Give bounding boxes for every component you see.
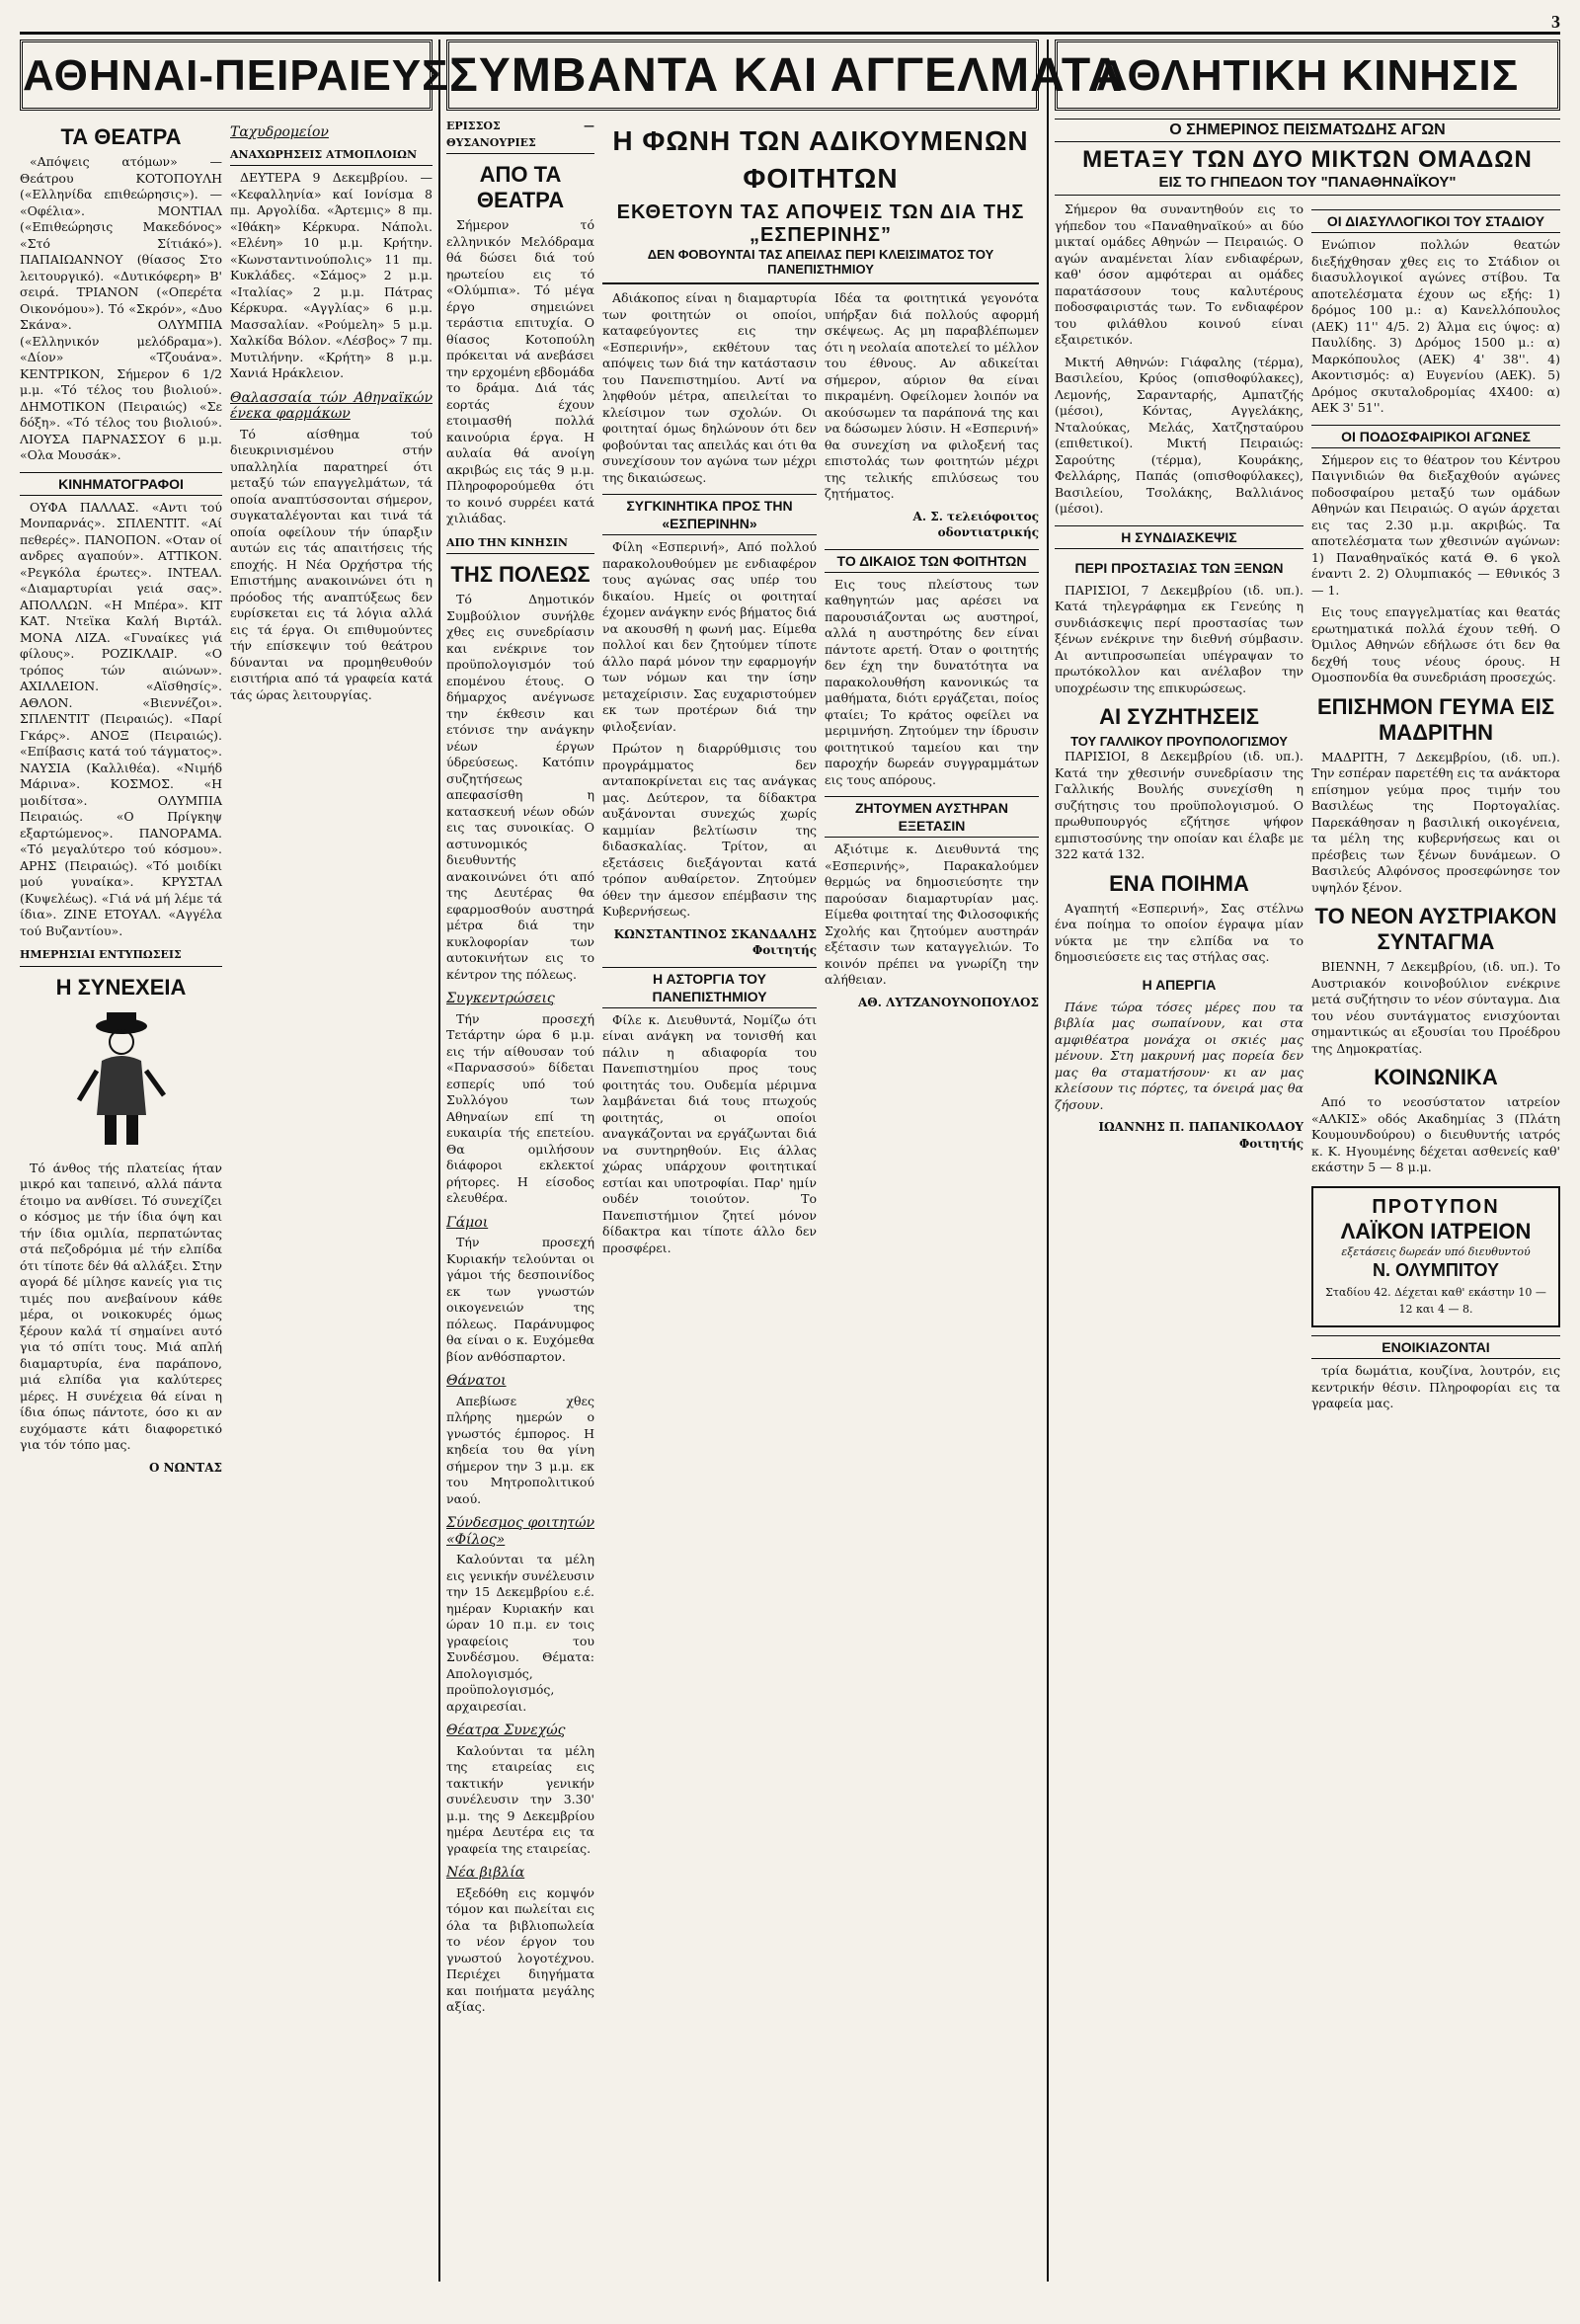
social-heading: ΚΟΙΝΩΝΙΚΑ [1374,1065,1498,1089]
mid-signature: Α. Σ. τελειόφοιτος οδοντιατρικής [912,509,1039,539]
ad-subtitle: εξετάσεις δωρεάν υπό διευθυντού [1341,1244,1531,1258]
feuilleton-signature: Ο ΝΩΝΤΑΣ [149,1460,222,1475]
feuilleton-kicker: ΗΜΕΡΗΣΙΑΙ ΕΝΤΥΠΩΣΕΙΣ [20,945,222,967]
exam-signature: ΑΘ. ΛΥΤΖΑΝΟΥΝΟΠΟΥΛΟΣ [857,995,1039,1009]
constitution-text: ΒΙΕΝΝΗ, 7 Δεκεμβρίου, (ιδ. υπ.). Το Αυστριακόν κοινοβούλιον ενέκρινε μετά συζήτησιν το νέον σύνταγμα. Δια του νέου συντάγματος ενισχύονται σημαντικώς αι εξουσίαι του Προέδρου της Δημοκρατίας. [1311,959,1560,1056]
page-number: 3 [1551,12,1560,32]
official-heading: ΕΠΙΣΗΜΟΝ ΓΕΥΜΑ ΕΙΣ ΜΑΔΡΙΤΗΝ [1316,693,1555,745]
teams-text: Μικτή Αθηνών: Γιάφαλης (τέρμα), Βασιλείου, Κρύος (οπισθοφύλακες), Λεμονής, Σαρανταρής, Αμπατζής (μέσοι), Κόντας, Αγγελάκης, Νταλούκας, Μελάς, Χατζησταύρου (επιθετικοί). Μικτή Πειραιώς: Σαρούτης (τέρμα), Κουράκης, Φελλάρης, Παπάς (οπισθοφύλακες), Βασιλείου, Τσολάκης, Βαλλιάνος (μέσοι). [1055,354,1304,516]
section-athens [20,40,449,2282]
theatre-news-text: Σήμερον τό ελληνικόν Μελόδραμα θά δώσει διά τού ηρωτείου εις τό «Ολύμπια». Τό μέγα έργο σημειώνει τεράστια επιτυχία. Ο θίασος Κοτοπούλη πρόκειται νά ανεβάσει την ερχομένη εβδομάδα το δράμα. Διά τάς εορτάς έχουν ετοιμασθή πολλά καινούρια έργα. Η αυλαία θά ανοίγη ακριβώς εις τάς 9 μ.μ. Πληροφορούμεθα ότι το κοινό συρρέει κατά χιλιάδας. [446,217,594,525]
column-divider [438,40,440,2282]
poem-heading: ΕΝΑ ΠΟΙΗΜΑ [1109,870,1249,896]
rights-text: Εις τους πλείστους των καθηγητών μας αρέσει να παρουσιάζονται ως αυστηροί, αλλά η αυστηρότης δεν είναι πάντοτε αρετή. Όταν ο φοιτητής δεν έχη την δυνατότητα να παρακολουθήση κανονικώς τα μαθήματα, διότι εργάζεται, ποίος φταίει; Το κράτος οφείλει να μεριμνήση. Ζητούμεν την ίδρυσιν φοιτητικού ταμείου και την παροχήν δωρεάν συγγραμμάτων εις τους απόρους. [825,576,1039,787]
city-kicker: ΑΠΟ ΤΗΝ ΚΙΝΗΣΙΝ [446,533,594,555]
cinema-heading: ΚΙΝΗΜΑΤΟΓΡΑΦΟΙ [20,472,222,496]
rights-heading: ΤΟ ΔΙΚΑΙΟΣ ΤΩΝ ΦΟΙΤΗΤΩΝ [825,549,1039,573]
rent-heading: ΕΝΟΙΚΙΑΖΟΝΤΑΙ [1311,1335,1560,1359]
section-title: ΣΥΜΒΑΝΤΑ ΚΑΙ ΑΓΓΕΛΜΑΤΑ [446,40,1039,111]
exam-text: Αξιότιμε κ. Διευθυντά της «Εσπερινής», Παρακαλούμεν θερμώς να δημοσιεύσητε την παρούσαν διαμαρτυρίαν μας. Είμεθα φοιτηταί της Φιλοσοφικής Σχολής και ζητούμεν αυστηράν εξέτασιν των καταγγελιών. Το κοινόν πρέπει να γνωρίζη την αλήθειαν. [825,841,1039,987]
cinema-text: ΟΥΦΑ ΠΑΛΛΑΣ. «Αντι τού Μονπαρνάς». ΣΠΛΕΝΤΙΤ. «Αί πεθερές». ΠΑΝΟΠΟΝ. «Οταν οί ανδρες αγαπούν». ΑΤΤΙΚΟΝ. «Ρεγκόλα έρωτες». ΙΝΤΕΑΛ. «Διαμαρτυρίαι γειά σας». ΑΠΟΛΛΩΝ. «Η Μπέρα». ΚΙΤ ΚΑΤ. Ντεϊκα Καλή Βιρτάλ. ΜΟΝΑ ΛΙΖΑ. «Γυναίκες γιά φίλους». ΡΟΖΙΚΛΑΙΡ. «Ο τρόπος τών αιώνων». ΑΧΙΛΛΕΙΟΝ. «Αϊσθησίς». ΑΘΛΟΝ. «Βιεννέζοι». ΣΠΛΕΝΤΙΤ (Πειραιώς). «Παρί Γκάρς». ΑΝΟΞ (Πειραιώς). «Επίβασις κατά τού τάγματος». ΝΑΥΣΙΑ (Καλλιθέα). «Νιμήδ Μάρινα». ΚΟΣΜΟΣ. «Η μοιδίτσα». ΟΛΥΜΠΙΑ Πειραιώς. «Ο Πρίγκηψ εξαρτώμενος». ΠΑΝΟΡΑΜΑ. «Τό μεγαλύτερο τού κόσμου». ΑΡΗΣ (Πειραιώς). «Τό μοιδίκι μού γυναίκα». ΚΡΥΣΤΑΛ (Κυψελέως). «Γιά νά μή λέμε τά ίδια». ΖΙΝΕ ΕΤΟΥΑΛ. «Αγγέλα τού Βυζαντίου». [20,499,222,938]
meetings-text: Τήν προσεχή Τετάρτην ώρα 6 μ.μ. εις τήν αίθουσαν τού «Παρνασσού» δίδεται εσπερίς υπό τού Συλλόγου των Αθηναίων επί τη ευκαιρία τής επετείου. Θα ομιλήσουν διάφοροι εκλεκτοί ρήτορες. Η είσοδος ελευθέρα. [446,1010,594,1205]
theatre-news-kicker: ΕΡΙΣΣΟΣ — ΘΥΣΑΝΟΥΡΙΕΣ [446,117,594,154]
sports-col-1 [1055,201,1304,1418]
labor-heading: ΠΕΡΙ ΠΡΟΣΤΑΣΙΑΣ ΤΩΝ ΞΕΝΩΝ [1074,559,1284,576]
poem-intro: Αγαπητή «Εσπερινή», Σας στέλνω ένα ποίημα το οποίον έγραψα μίαν νύκτα με την ελπίδα να το δημοσιεύσετε εις τας στήλας σας. [1055,900,1304,964]
football-text: Σήμερον εις το θέατρον του Κέντρου Παιγνιδιών θα διεξαχθούν αγώνες ποδοσφαίρου μεταξύ των ομάδων Αθηνών και Πειραιώς. Ο αγών άρχεται εις τας 2.30 μ.μ. ακριβώς. Τα αποτελέσματα των χθεσινών αγώνων: 1) Παναθηναϊκός κατά Θ. 6 γκολ έναντι 2. 2) Ολυμπιακός — Εθνικός 3 — 1. [1311,451,1560,598]
section-sports [1055,40,1560,2282]
poem-signature: ΙΩΑΝΝΗΣ Π. ΠΑΠΑΝΙΚΟΛΑΟΥ Φοιτητής [1098,1120,1304,1151]
athens-col-2 [230,117,433,1483]
match-heading: Ο ΣΗΜΕΡΙΝΟΣ ΠΕΙΣΜΑΤΩΔΗΣ ΑΓΩΝ [1055,119,1560,142]
meetings-heading: Συγκεντρώσεις [446,991,555,1006]
story-intro: Αδιάκοπος είναι η διαμαρτυρία των φοιτητών οι οποίοι, καταφεύγοντες εις την «Εσπερινήν», εκθέτουν τας απόψεις των διά την κατάστασιν του Πανεπιστημίου. Αντί να ληφθούν μέτρα, απειλείται το κλείσιμον των σχολών. Οι φοιτηταί όμως δηλώνουν ότι δεν φοβούνται τας απειλάς και ότι θα συνεχίσουν τον αγώνα των μέχρι της δικαιώσεως. [602,290,817,485]
section-events [446,40,1124,2282]
letters-text: Φίλη «Εσπερινή», Από πολλού παρακολουθούμεν με ενδιαφέρον τους αγώνας σας υπέρ του δικαίου. Ημείς οι φοιτηταί έχομεν ανάγκην ενός βήματος διά να ακουσθή η φωνή μας. Είμεθα πολλοί και δεν ζητούμεν τίποτε άλλο παρά μόνον την εφαρμογήν των νόμων και την ίσην μεταχείρισιν. Σας ευχαριστούμεν εκ των προτέρων διά την φιλοξενίαν. [602,539,817,734]
social-text: Από το νεοσύστατον ιατρείον «ΑΛΚΙΣ» οδός Ακαδημίας 3 (Πλάτη Κουμουνδούρου) ο διευθυντής ιατρός κ. Κ. Ηγουμένης δέχεται ασθενείς καθ' εκάστην 5 — 8 μ.μ. [1311,1094,1560,1174]
letters-text-2: Πρώτον η διαρρύθμισις του προγράμματος δεν ανταποκρίνεται εις τας ανάγκας μας. Δεύτερον, τα δίδακτρα αυξάνονται συνεχώς χωρίς καμμίαν βελτίωσιν της διδασκαλίας. Τρίτον, αι εξετάσεις διεξάγονται κατά τρόπον αυθαίρετον. Ζητούμεν όθεν την άμεσον επέμβασιν της Κυβερνήσεως. [602,741,817,919]
rent-text: τρία δωμάτια, κουζίνα, λουτρόν, εις κεντρικήν θέσιν. Πληροφορίαι εις τα γραφεία μας. [1311,1363,1560,1410]
theater-heading: Θέατρα Συνεχώς [446,1723,566,1738]
newspaper-page [20,12,1560,2289]
ad-name: Ν. ΟΛΥΜΠΙΤΟΥ [1372,1260,1500,1280]
post-heading: Ταχυδρομείον [230,124,329,140]
cartoon-figure-illustration [67,1006,176,1155]
poem-body: Πάνε τώρα τόσες μέρες που τα βιβλία μας σωπαίνουν, και στα αμφιθέατρα μονάχα οι σκιές μας μένουν. Στη μακρυνή μας πορεία δεν μας θα σταματήσουν· κι αν μας κλείσουν τις πόρτες, τα όνειρά μας θα ζήσουν. [1055,999,1304,1112]
city-heading: ΤΗΣ ΠΟΛΕΩΣ [450,562,591,587]
stadium-text: Ενώπιον πολλών θεατών διεξήχθησαν χθες εις το Στάδιον οι διασυλλογικοί αγώνες στίβου. Τα αποτελέσματα έχουν ως εξής: 1) δρόμος 100 μ.: α) Κανελλόπουλος (ΑΕΚ) 11'' 4/5. 2) Άλμα εις ύψος: α) Παυλίδης. 3) Δρόμος 1500 μ.: α) Μαρκόπουλος (ΑΕΚ) 4' 38''. 4) Ακοντισμός: α) Ευγενίου (ΑΕΚ). 5) Δρόμος σκυταλοδρομίας 4Χ400: α) ΑΕΚ 3' 51''. [1311,237,1560,415]
labor-text: ΠΑΡΙΣΙΟΙ, 7 Δεκεμβρίου (ιδ. υπ.). Κατά τηλεγράφημα εκ Γενεύης η συνδιάσκεψις περί προστασίας των ξένων ενέκρινε την διεθνή σύμβασιν. Αι αντιπροσωπείαι υπέγραψαν το πρωτόκολλον και ανέλαβον την υποχρέωσιν της επικυρώσεως. [1055,582,1304,695]
match-text: Σήμερον θα συναντηθούν εις το γήπεδον του «Παναθηναϊκού» αι δύο μικταί ομάδες Αθηνών — Πειραιώς. Ο αγών αναμένεται λίαν ενδιαφέρων, καθ' όσον αμφότεραι αι ομάδες παρατάσσουν τους καλυτέρους ποδοσφαιριστάς των. Το ενδιαφέρον του φιλάθλου κοινού είναι εξαιρετικόν. [1055,201,1304,347]
books-text: Εξεδόθη εις κομψόν τόμον και πωλείται εις όλα τα βιβλιοπωλεία το νέον έργον του γνωστού λογοτέχνου. Περιέχει διηγήματα και ποιήματα μεγάλης αξίας. [446,1884,594,2014]
sea-text: Τό αίσθημα τού διευκρινισμένου στήν υπαλληλία παρατηρεί ότι μεταξύ τών επαγγελμάτων, τά οποία αναπτύσσονται σήμερον, συγκαταλέγονται και τινά τά οποία οφείλουν τήν ύπαρξιν αυτών εις τάς απαιτήσεις τής εποχής. Η Νέα Ορχήστρα τής Επιστήμης ανακοινώνει ότι η πρόοδος τής αναπτύξεως δεν ευρίσκεται εις τά λόγια αλλά εις τά έργα. Οι επιθυμούντες τήν επίσκεψιν τού θεάτρου δύνανται να προμηθευθούν εισιτήρια από τά γραφεία κατά τάς ώρας λειτουργίας. [230,426,433,702]
ad-kicker: ΠΡΟΤΥΠΟΝ [1372,1195,1500,1218]
lect-heading: Η ΑΣΤΟΡΓΙΑ ΤΟΥ ΠΑΝΕΠΙΣΤΗΜΙΟΥ [602,967,817,1008]
ad-title: ΛΑΪΚΟΝ ΙΑΤΡΕΙΟΝ [1340,1218,1532,1243]
school-text: Καλούνται τα μέλη εις γενικήν συνέλευσιν την 15 Δεκεμβρίου ε.έ. ημέραν Κυριακήν και ώραν 10 π.μ. εν τοις γραφείοις του Συνδέσμου. Θέματα: Απολογισμός, προϋπολογισμός, αρχαιρεσίαι. [446,1552,594,1714]
letters-signature: ΚΩΝΣΤΑΝΤΙΝΟΣ ΣΚΑΝΔΑΛΗΣ Φοιτητής [613,926,817,957]
main-headline: Η ΦΩΝΗ ΤΩΝ ΑΔΙΚΟΥΜΕΝΩΝ ΦΟΙΤΗΤΩΝ [612,125,1029,194]
main-deck-2: ΔΕΝ ΦΟΒΟΥΝΤΑΙ ΤΑΣ ΑΠΕΙΛΑΣ ΠΕΡΙ ΚΛΕΙΣΙΜΑΤΟΣ ΤΟΥ ΠΑΝΕΠΙΣΤΗΜΙΟΥ [647,247,994,277]
talks-deck: ΤΟΥ ΓΑΛΛΙΚΟΥ ΠΡΟΥΠΟΛΟΓΙΣΜΟΥ [1070,734,1288,749]
departures-text: ΔΕΥΤΕΡΑ 9 Δεκεμβρίου. — «Κεφαλληνία» καί Ιονίσμα 8 πμ. Αργολίδα. «Άρτεμις» 8 πμ. «Ιθάκη» Κέρκυρα. Νάπολι. «Ελένη» 10 μ.μ. Κρήτην. «Κωνσταντινούπολις» 11 πμ. Κυκλάδες. «Σάμος» 2 μ.μ. «Ιταλίας» 2 μ.μ. Πάτρας Κέρκυρα. «Αγγλίας» 6 μ.μ. Μασσαλίαν. «Ρούμελη» 5 μ.μ. Χαλκίδα Βόλον. «Λέσβος» 7 πμ. Μυτιλήνην. «Κρήτη» 8 μ.μ. Χανιά Ηράκλειον. [230,170,433,380]
mid-text: Ιδέα τα φοιτητικά γεγονότα υπήρξαν διά πολλούς αφορμή σκέψεως. Ας μη παραβλέπωμεν ότι η νεολαία αποτελεί το μέλλον του έθνους. Αν αδικείται σήμερον, αύριον θα είναι πικραμένη. Οφείλομεν λοιπόν να ακούσωμεν τα παράπονά της και να δώσωμεν λύσιν. Η «Εσπερινή» θα συνεχίση να φιλοξενή τας επιστολάς των φοιτητών μέχρι της τελικής επιλύσεως του ζητήματος. [825,290,1039,501]
story-rule [602,282,1039,284]
stadium-heading: ΟΙ ΔΙΑΣΥΛΛΟΓΙΚΟΙ ΤΟΥ ΣΤΑΔΙΟΥ [1311,209,1560,233]
column-divider [1047,40,1049,2282]
theatres-text: «Απόψεις ατόμων» — Θεάτρου ΚΟΤΟΠΟΥΛΗ («Ελληνίδα επιθεώρησις»). — «Οφέλια». ΜΟΝΤΙΑΛ («Επιθεώρησις Μακεδόνος» «Στό Σίτιάκό»). ΠΑΠΑΙΩΑΝΝΟΥ (θίασος Στο λειτουργικό). «Δυτικόφερη» Β' σειρά. ΤΡΙΑΝΟΝ («Οπερέτα Οικονόμου»). Τό «Σκρόν», «Δυο Σκάνα». ΟΛΥΜΠΙΑ («Ελληνικόν μελόδραμα»). «Δίον» «Τζουάνα». ΚΕΝΤΡΙΚΟΝ, Σήμερον 6 1/2 μ.μ. «Τό τέλος του βιολιού». ΔΗΜΟΤΙΚΟΝ (Πειραιώς) «Σε δόξη». «Τό τέλος του βιολιού». ΛΙΟΥΣΑ ΠΑΡΝΑΣΣΟΥ 6 μ.μ. «Ολα Μουσάκ». [20,154,222,462]
school-heading: Σύνδεσμος φοιτητών «Φίλος» [446,1515,594,1548]
feuilleton-text: Τό άνθος τής πλατείας ήταν μικρό και ταπεινό, αλλά πάντα έτοιμο να ανθίσει. Τό συνεχίζει ο κόσμος με τήν ίδια όψη και τήν ίδια ομιλία, περπατώντας στά πεζοδρόμια μέ τήν ελπίδα ότι τίποτε δέν θά αλλάξει. Στην αγορά δέ μίλησε κανείς για τις τιμές που ανεβαίνουν κάθε μέρα, οι νοικοκυρές όμως ξέρουν καλά τί σημαίνει αυτό για τό σπίτι τους. Μιά απλή διαμαρτυρία, ένα παράπονο, μιά ελπίδα για καλύτερες μέρες. Η συνέχεια θά είναι η ίδια όπως πάντοτε, όσο κι αν ευχόμαστε κάτι διαφορετικό για τόν τόπο μας. [20,1160,222,1452]
football-text-2: Εις τους επαγγελματίας και θεατάς ερωτηματικά πολλά έχουν τεθή. Ο Όμιλος Αθηνών εδήλωσε ότι δεν θα δεχθή τους νέους όρους. Η Ομοσπονδία θα συνεδριάση προσεχώς. [1311,604,1560,684]
ad-text: Σταδίου 42. Δέχεται καθ' εκάστην 10 — 12 και 4 — 8. [1325,1286,1546,1316]
departures-kicker: ΑΝΑΧΩΡΗΣΕΙΣ ΑΤΜΟΠΛΟΙΩΝ [230,145,433,167]
match-deck: ΜΕΤΑΞΥ ΤΩΝ ΔΥΟ ΜΙΚΤΩΝ ΟΜΑΔΩΝ [1082,146,1533,173]
lect-text: Φίλε κ. Διευθυντά, Νομίζω ότι είναι ανάγκη να τονισθή και πάλιν η αδιαφορία του Πανεπιστημίου προς τους φοιτητάς του. Ουδεμία μέριμνα λαμβάνεται διά τους πτωχούς φοιτητάς, οι οποίοι αναγκάζονται να εργάζωνται διά να συντηρηθούν. Εις άλλας χώρας υπάρχουν φοιτητικαί εστίαι και υποτροφίαι. Παρ' ημίν ουδέν τοιούτον. Το Πανεπιστήμιον ζητεί μόνον δίδακτρα και τίποτε άλλο δεν προσφέρει. [602,1011,817,1255]
events-col-1 [446,117,594,2022]
poem-title: Η ΑΠΕΡΓΙΑ [1142,976,1217,993]
official-text: ΜΑΔΡΙΤΗ, 7 Δεκεμβρίου, (ιδ. υπ.). Την εσπέραν παρετέθη εις τα ανάκτορα επίσημον γεύμα προς τιμήν του Βασιλέως της Πορτογαλίας. Παρεκάθησαν η βασιλική οικογένεια, τα μέλη της κυβερνήσεως και οι πρέσβεις των ξένων δυνάμεων. Ο Βασιλεύς Αλφόνσος προσεφώνησε τον υψηλόν ξένον. [1311,749,1560,895]
section-title: ΑΘΛΗΤΙΚΗ ΚΙΝΗΣΙΣ [1055,40,1560,111]
exam-heading: ΖΗΤΟΥΜΕΝ ΑΥΣΤΗΡΑΝ ΕΞΕΤΑΣΙΝ [825,796,1039,838]
events-main-story [602,117,1039,2022]
deaths-text: Απεβίωσε χθες πλήρης ημερών ο γνωστός έμπορος. Η κηδεία του θα γίνη σήμερον την 3 μ.μ. εκ του Μητροπολιτικού ναού. [446,1393,594,1506]
athens-col-1 [20,117,222,1483]
page-top-rule [20,12,1560,35]
talks-text: ΠΑΡΙΣΙΟΙ, 8 Δεκεμβρίου (ιδ. υπ.). Κατά την χθεσινήν συνεδρίασιν της Γαλλικής Βουλής συνεχίσθη η συζήτησις του προϋπολογισμού. Ο πρωθυπουργός εζήτησε ψήφον εμπιστοσύνης την οποίαν και έλαβε με 322 κατά 132. [1055,749,1304,861]
city-text: Τό Δημοτικόν Συμβούλιον συνήλθε χθες εις συνεδρίασιν και ενέκρινε τον προϋπολογισμόν τού επομένου έτους. Ο δήμαρχος ανέγνωσε την έκθεσιν και ετόνισε την ανάγκην νέων έργων ύδρεύσεως. Κατόπιν συζητήσεως απεφασίσθη η κατασκευή νέων οδών εις τας συνοικίας. Ο αστυνομικός διευθυντής ανακοινώνει ότι από της Δευτέρας θα εφαρμοσθούν αυστηρά μέτρα διά την κυκλοφορίαν των αυτοκινήτων εις το κέντρον της πόλεως. [446,592,594,982]
theater-text: Καλούνται τα μέλη της εταιρείας εις τακτικήν γενικήν συνέλευσιν την 3.30' μ.μ. της 9 Δεκεμβρίου ημέρα Δευτέρα εις τα γραφεία της εταιρείας. [446,1742,594,1856]
sea-heading: Θαλασσαία τών Αθηναϊκών ένεκα φαρμάκων [230,389,433,422]
section-title: ΑΘΗΝΑΙ-ΠΕΙΡΑΙΕΥΣ [20,40,433,111]
clinic-advertisement [1311,1186,1560,1328]
constitution-heading: ΤΟ ΝΕΟΝ ΑΥΣΤΡΙΑΚΟΝ ΣΥΝΤΑΓΜΑ [1314,904,1557,954]
theatres-heading: ΤΑ ΘΕΑΤΡΑ [60,124,182,149]
sports-col-2 [1311,201,1560,1418]
theatre-news-heading: ΑΠΟ ΤΑ ΘΕΑΤΡΑ [476,162,565,212]
feuilleton-heading: Η ΣΥΝΕΧΕΙΑ [55,974,187,1000]
weddings-text: Τήν προσεχή Κυριακήν τελούνται οι γάμοι τής δεσποινίδος εκ των γνωστών οικογενειών της πόλεως. Παράνυμφος θα είναι ο κ. Ευχόμεθα βίον ανθόσπαρτον. [446,1235,594,1364]
football-heading: ΟΙ ΠΟΔΟΣΦΑΙΡΙΚΟΙ ΑΓΩΝΕΣ [1311,425,1560,448]
story-col-1 [602,290,817,1262]
letters-heading: ΣΥΓΚΙΝΗΤΙΚΑ ΠΡΟΣ ΤΗΝ «ΕΣΠΕΡΙΝΗΝ» [602,494,817,535]
story-col-2 [825,290,1039,1262]
weddings-heading: Γάμοι [446,1214,489,1231]
deaths-heading: Θάνατοι [446,1373,507,1389]
books-heading: Νέα βιβλία [446,1865,525,1881]
match-deck-2: ΕΙΣ ΤΟ ΓΗΠΕΔΟΝ ΤΟΥ "ΠΑΝΑΘΗΝΑΪΚΟΥ" [1055,174,1560,196]
talks-heading: ΑΙ ΣΥΖΗΤΗΣΕΙΣ [1099,704,1259,729]
main-deck: ΕΚΘΕΤΟΥΝ ΤΑΣ ΑΠΟΨΕΙΣ ΤΩΝ ΔΙΑ ΤΗΣ „ΕΣΠΕΡΙΝΗΣ” [616,201,1025,246]
labor-kicker: Η ΣΥΝΔΙΑΣΚΕΨΙΣ [1055,525,1304,549]
